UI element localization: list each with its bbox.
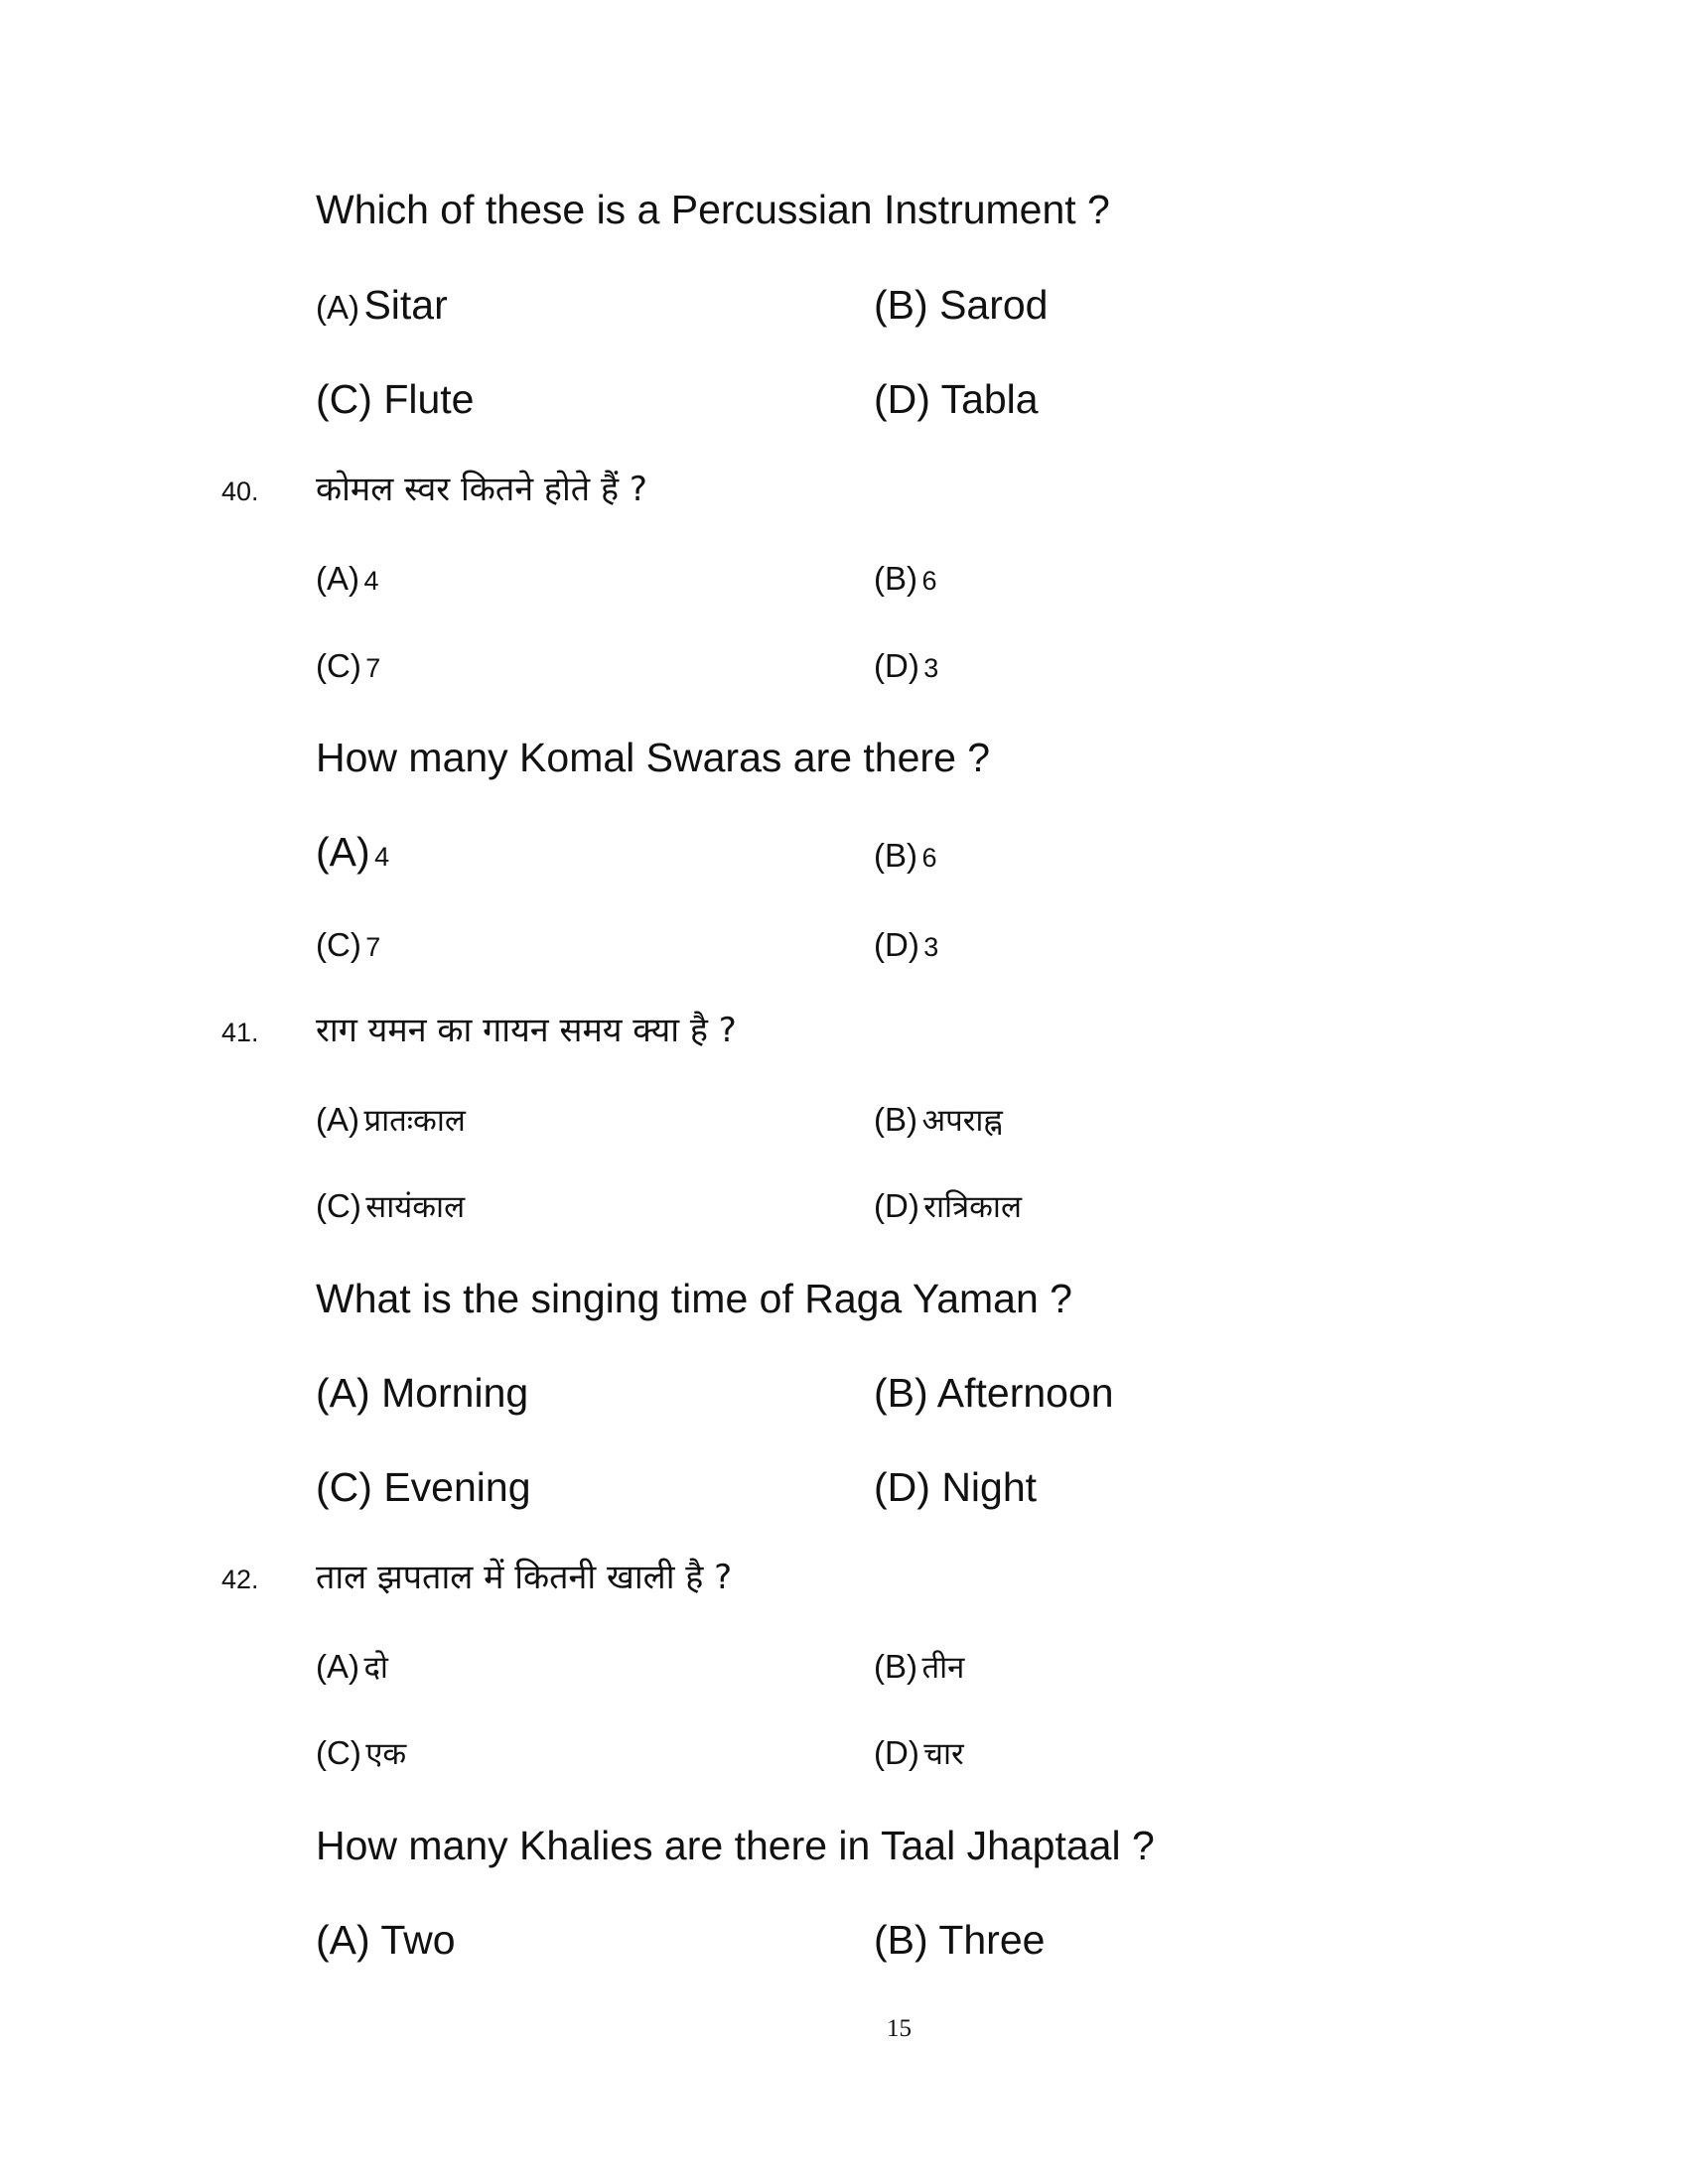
option-letter: (D): [874, 1187, 919, 1224]
option-c: [316, 649, 380, 682]
question-42-hindi: ताल झपताल में कितनी खाली है ?: [316, 1558, 733, 1597]
option-letter: (C): [316, 1734, 361, 1771]
question-39-english: Which of these is a Percussian Instrument ?: [316, 187, 1110, 232]
option-letter: (A): [316, 1370, 370, 1416]
question-41-english: What is the singing time of Raga Yaman ?: [316, 1276, 1072, 1321]
option-letter: (B): [874, 282, 928, 328]
option-text: 3: [923, 653, 939, 683]
option-text: Afternoon: [936, 1370, 1114, 1416]
option-text: तीन: [921, 1650, 965, 1686]
option-text: Night: [941, 1464, 1038, 1510]
option-letter: (A): [316, 1101, 359, 1138]
option-text: चार: [923, 1736, 964, 1772]
option-text: Tabla: [940, 376, 1039, 422]
option-b: [874, 1370, 1114, 1416]
question-number: 42.: [221, 1565, 259, 1594]
option-text: Three: [938, 1917, 1046, 1963]
option-b: [874, 562, 936, 595]
option-letter: (B): [874, 1370, 928, 1416]
option-c: [316, 1736, 406, 1770]
option-d: [874, 376, 1039, 422]
option-b: [874, 1650, 964, 1684]
option-letter: (C): [316, 1464, 372, 1510]
option-text: 6: [921, 566, 937, 596]
option-letter: (C): [316, 926, 361, 963]
option-text: एक: [365, 1736, 407, 1772]
option-a: [316, 1917, 456, 1963]
question-40-english: How many Komal Swaras are there ?: [316, 735, 991, 780]
option-letter: (B): [874, 1648, 917, 1685]
option-text: 6: [921, 843, 937, 873]
option-letter: (D): [874, 1734, 919, 1771]
option-text: Sarod: [939, 282, 1049, 328]
option-text: दो: [363, 1650, 388, 1686]
question-41-hindi: राग यमन का गायन समय क्या है ?: [316, 1011, 737, 1050]
option-c: [316, 376, 475, 422]
option-a: [316, 829, 390, 875]
option-letter: (C): [316, 1187, 361, 1224]
option-text: Morning: [381, 1370, 529, 1416]
option-letter: (C): [316, 647, 361, 684]
option-letter: (A): [316, 1648, 359, 1685]
option-letter: (B): [874, 560, 917, 597]
option-d: [874, 1736, 964, 1770]
option-d: [874, 928, 938, 961]
option-text: Two: [380, 1917, 456, 1963]
option-b: [874, 282, 1049, 328]
option-letter: (D): [874, 1464, 930, 1510]
option-d: [874, 1189, 1022, 1223]
option-text: 7: [365, 932, 381, 962]
option-letter: (A): [316, 289, 359, 326]
option-d: [874, 1464, 1038, 1510]
option-letter: (D): [874, 926, 919, 963]
option-text: Flute: [383, 376, 475, 422]
question-42-english: How many Khalies are there in Taal Jhaptaal ?: [316, 1823, 1155, 1868]
option-text: 4: [363, 566, 379, 596]
option-letter: (D): [874, 647, 919, 684]
option-letter: (A): [316, 1917, 370, 1963]
question-number: 40.: [221, 477, 259, 506]
option-text: 4: [374, 842, 390, 872]
option-c: [316, 928, 380, 961]
option-a: [316, 1370, 529, 1416]
option-letter: (B): [874, 1917, 928, 1963]
option-text: 7: [365, 653, 381, 683]
option-a: [316, 282, 448, 328]
option-text: 3: [923, 932, 939, 962]
option-letter: (B): [874, 1101, 917, 1138]
option-a: [316, 562, 378, 595]
question-number: 41.: [221, 1018, 259, 1047]
option-c: [316, 1189, 465, 1223]
option-text: Evening: [383, 1464, 531, 1510]
option-c: [316, 1464, 531, 1510]
option-letter: (A): [316, 560, 359, 597]
option-d: [874, 649, 938, 682]
option-letter: (C): [316, 376, 372, 422]
option-letter: (D): [874, 376, 930, 422]
option-text: रात्रिकाल: [923, 1189, 1022, 1225]
page-number: 15: [887, 2015, 912, 2042]
option-a: [316, 1650, 388, 1684]
option-text: अपराह्न: [921, 1103, 1003, 1139]
question-40-hindi: कोमल स्वर कितने होते हैं ?: [316, 470, 647, 509]
option-text: सायंकाल: [365, 1189, 466, 1225]
option-b: [874, 1103, 1003, 1137]
option-b: [874, 839, 936, 872]
option-letter: (A): [316, 829, 370, 875]
option-text: प्रातःकाल: [363, 1103, 466, 1139]
option-a: [316, 1103, 466, 1137]
option-b: [874, 1917, 1046, 1963]
option-text: Sitar: [363, 282, 448, 328]
option-letter: (B): [874, 837, 917, 874]
